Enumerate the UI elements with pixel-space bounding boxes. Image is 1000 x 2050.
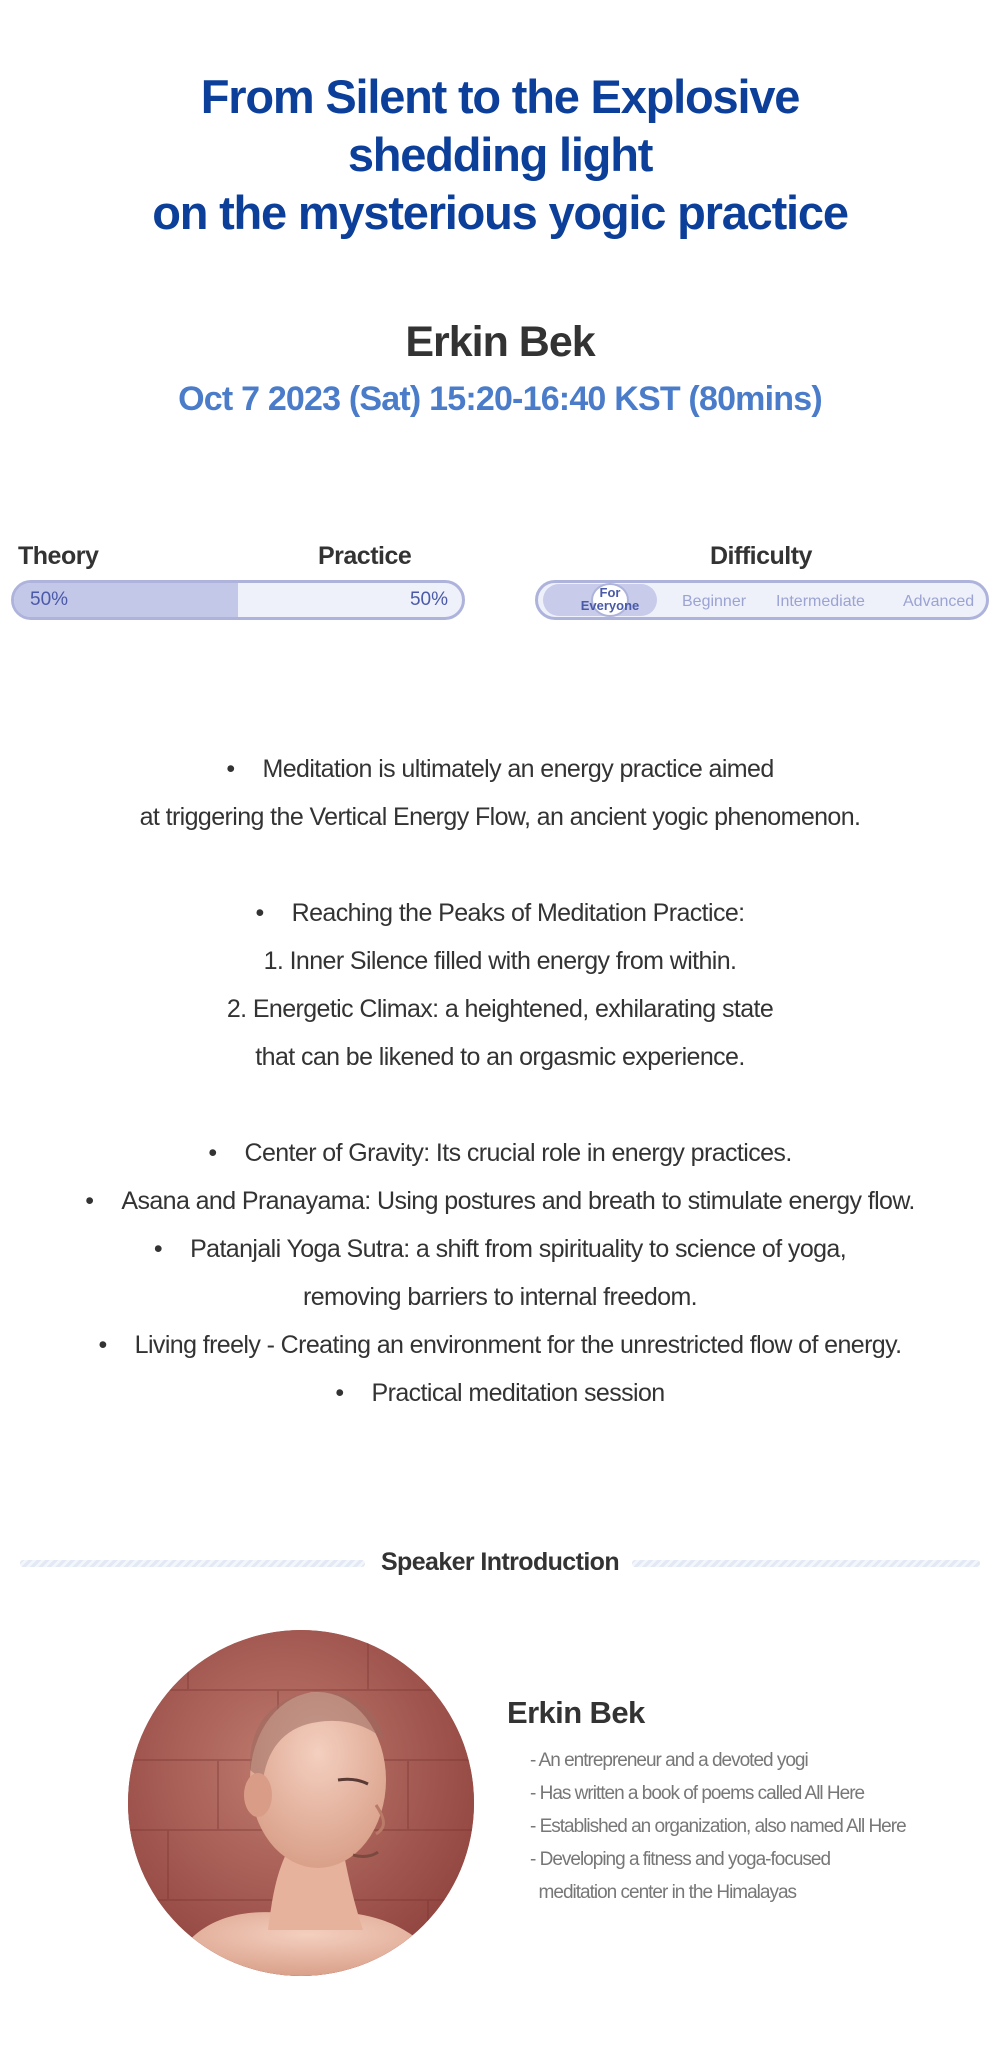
bio-speaker-name: Erkin Bek	[507, 1695, 645, 1730]
content-text: 2. Energetic Climax: a heightened, exhilarating state	[226, 995, 774, 1023]
bullet: •	[208, 1139, 217, 1167]
title-line-1: From Silent to the Explosive	[200, 70, 800, 123]
speaker-bio	[530, 1744, 906, 1909]
content-line	[0, 889, 1000, 937]
event-datetime: Oct 7 2023 (Sat) 15:20-16:40 KST (80mins)	[178, 380, 822, 418]
bio-line: - Developing a fitness and yoga-focused	[530, 1849, 831, 1870]
content-line	[0, 1177, 1000, 1225]
content-line	[0, 1369, 1000, 1417]
event-speaker-name: Erkin Bek	[405, 318, 595, 366]
content-line	[0, 1273, 1000, 1321]
content-text: that can be likened to an orgasmic experience.	[255, 1043, 745, 1071]
content-line	[0, 745, 1000, 793]
speaker-intro-heading: Speaker Introduction	[380, 1548, 620, 1576]
practice-percent: 50%	[409, 589, 448, 610]
content-line	[0, 1129, 1000, 1177]
speaker-intro-header	[20, 1548, 980, 1578]
bullet: •	[85, 1187, 94, 1215]
practice-label: Practice	[318, 542, 412, 570]
content-text: removing barriers to internal freedom.	[302, 1283, 698, 1311]
bullet: •	[255, 899, 264, 927]
content-line	[0, 1033, 1000, 1081]
content-text: at triggering the Vertical Energy Flow, an ancient yogic phenomenon.	[139, 803, 861, 831]
content-line	[0, 937, 1000, 985]
difficulty-label: Difficulty	[710, 542, 812, 570]
content-line	[0, 793, 1000, 841]
content-text: Reaching the Peaks of Meditation Practice:	[291, 899, 745, 927]
bullet: •	[153, 1235, 163, 1263]
bullet: •	[335, 1379, 344, 1407]
difficulty-selected-line1: For	[599, 585, 621, 600]
bio-line: - Established an organization, also named All Here	[530, 1816, 906, 1837]
speaker-portrait-image	[128, 1630, 474, 1976]
bio-line: meditation center in the Himalayas	[530, 1882, 797, 1903]
speaker-photo	[128, 1630, 474, 1976]
theory-percent: 50%	[30, 589, 69, 610]
content-line	[0, 1225, 1000, 1273]
bio-line: - Has written a book of poems called All Here	[530, 1783, 865, 1804]
difficulty-level-beginner: Beginner	[682, 593, 747, 610]
difficulty-selected-level	[580, 586, 640, 612]
content-text: Center of Gravity: Its crucial role in energy practices.	[244, 1139, 792, 1167]
content-line	[0, 1321, 1000, 1369]
title-line-2: shedding light	[347, 128, 653, 181]
difficulty-level-advanced: Advanced	[903, 593, 975, 610]
theory-practice-bar	[11, 580, 465, 620]
content-line	[0, 985, 1000, 1033]
session-description	[0, 745, 1000, 1417]
bio-line: - An entrepreneur and a devoted yogi	[530, 1750, 808, 1771]
content-text: Meditation is ultimately an energy practice aimed	[262, 755, 774, 783]
content-text: Patanjali Yoga Sutra: a shift from spirituality to science of yoga,	[190, 1235, 847, 1263]
content-text: 1. Inner Silence filled with energy from within.	[263, 947, 737, 975]
content-text: Living freely - Creating an environment for the unrestricted flow of energy.	[134, 1331, 902, 1359]
theory-label: Theory	[18, 542, 99, 570]
content-text: Asana and Pranayama: Using postures and breath to stimulate energy flow.	[121, 1187, 915, 1215]
difficulty-bar	[535, 580, 989, 620]
page-title	[0, 68, 1000, 242]
bullet: •	[98, 1331, 107, 1359]
bullet: •	[226, 755, 235, 783]
difficulty-level-intermediate: Intermediate	[776, 593, 865, 610]
difficulty-selected-line2: Everyone	[580, 598, 640, 613]
title-line-3: on the mysterious yogic practice	[152, 186, 848, 239]
content-text: Practical meditation session	[371, 1379, 665, 1407]
